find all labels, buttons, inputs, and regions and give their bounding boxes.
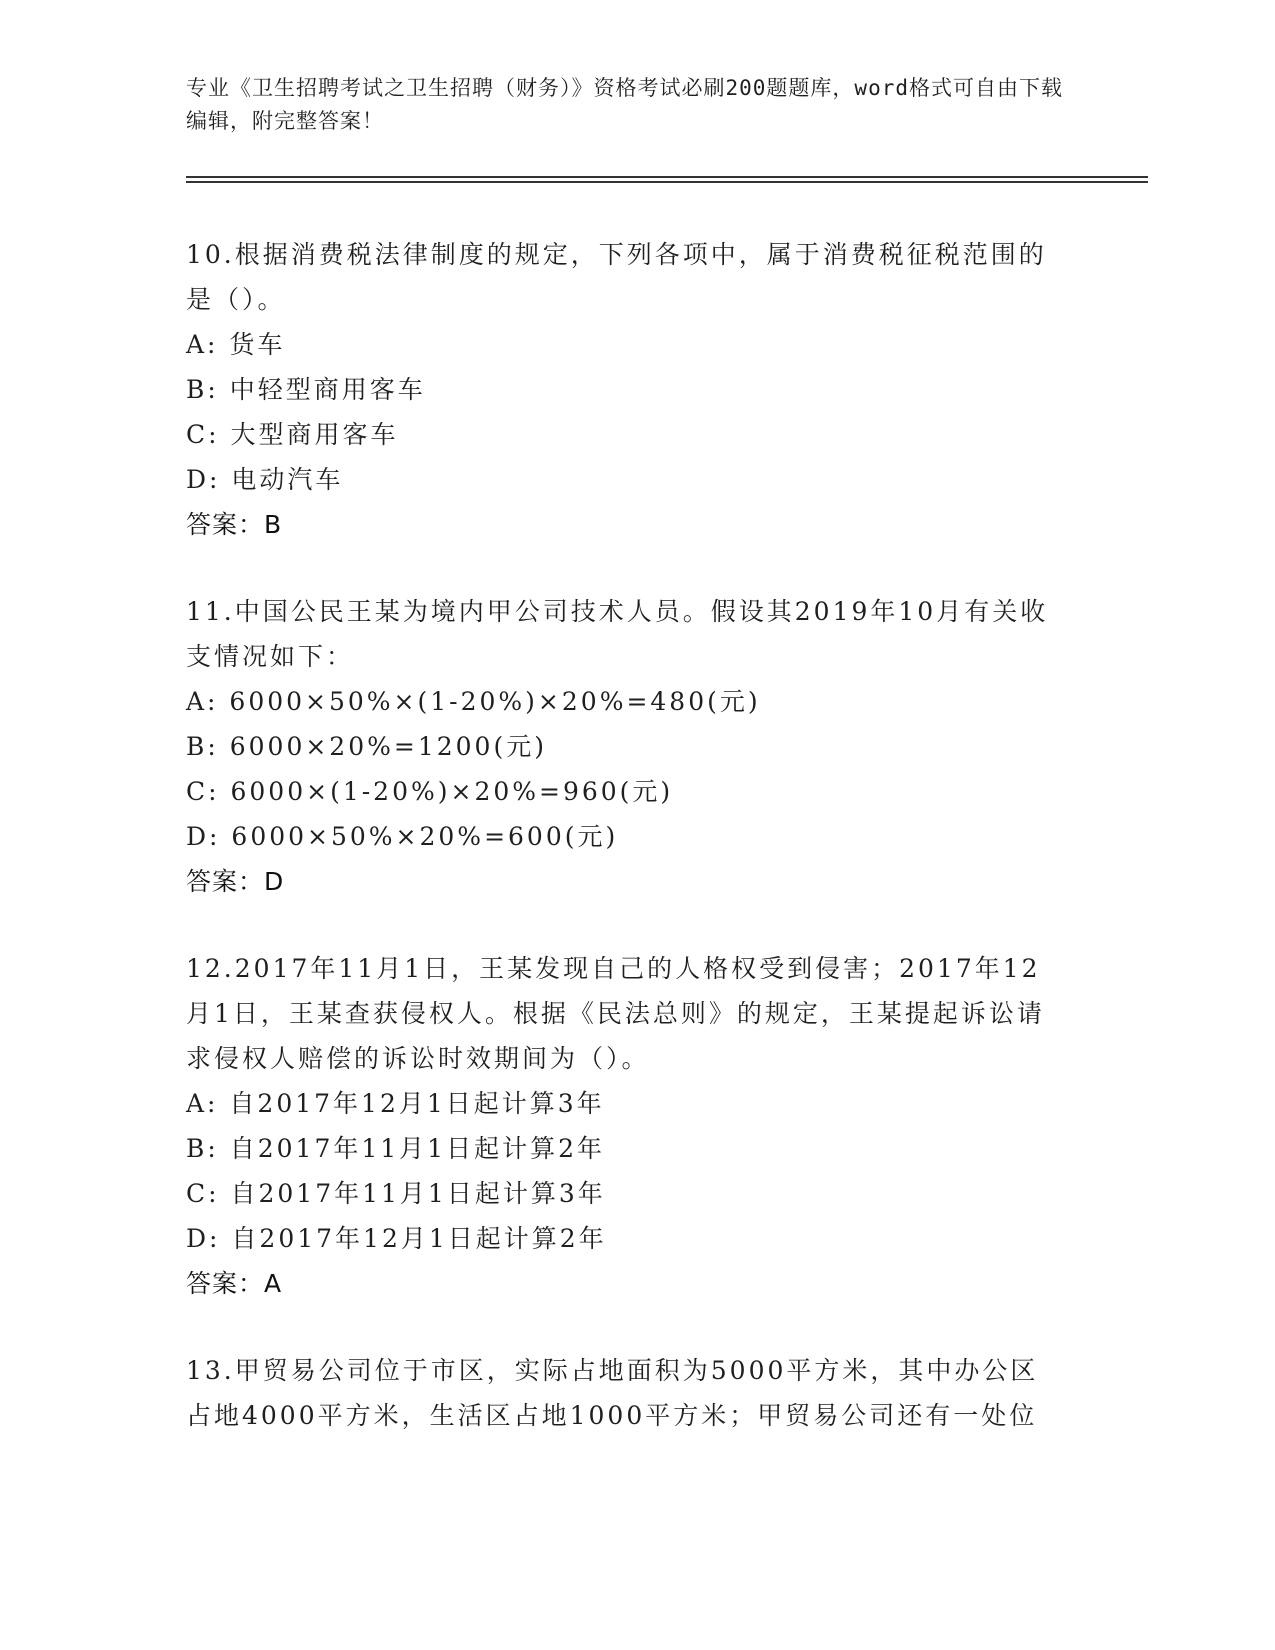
option-c: C: 大型商用客车 — [186, 420, 399, 449]
header-divider-top — [186, 176, 1148, 178]
option-c: C: 自2017年11月1日起计算3年 — [186, 1179, 606, 1208]
option-d: D: 自2017年12月1日起计算2年 — [186, 1224, 607, 1253]
option-d: D: 6000×50%×20%=600(元) — [186, 822, 619, 851]
option-b: B: 中轻型商用客车 — [186, 375, 426, 404]
question-13 — [186, 1348, 1066, 1438]
question-stem: 13.甲贸易公司位于市区，实际占地面积为5000平方米，其中办公区占地4000平方米，生活区占地1000平方米；甲贸易公司还有一处位 — [186, 1356, 1039, 1430]
option-b: B: 自2017年11月1日起计算2年 — [186, 1134, 605, 1163]
option-c: C: 6000×(1-20%)×20%=960(元) — [186, 777, 674, 806]
answer-line: 答案：B — [186, 510, 283, 539]
header-text: 专业《卫生招聘考试之卫生招聘（财务）》资格考试必刷200题题库，word格式可自由下载编辑，附完整答案！ — [186, 76, 1063, 133]
document-header — [186, 72, 1066, 138]
option-a: A: 自2017年12月1日起计算3年 — [186, 1089, 605, 1118]
question-stem: 11.中国公民王某为境内甲公司技术人员。假设其2019年10月有关收支情况如下： — [186, 597, 1049, 671]
question-stem: 12.2017年11月1日，王某发现自己的人格权受到侵害；2017年12月1日，王某查获侵权人。根据《民法总则》的规定，王某提起诉讼请求侵权人赔偿的诉讼时效期间为（）。 — [186, 954, 1045, 1073]
answer-line: 答案：A — [186, 1269, 283, 1298]
header-divider-bottom — [186, 181, 1148, 183]
question-12 — [186, 946, 1066, 1306]
question-10 — [186, 232, 1066, 547]
option-b: B: 6000×20%=1200(元) — [186, 732, 547, 761]
option-a: A: 6000×50%×(1-20%)×20%=480(元) — [186, 687, 761, 716]
option-d: D: 电动汽车 — [186, 465, 344, 494]
option-a: A: 货车 — [186, 330, 286, 359]
question-11 — [186, 589, 1066, 904]
question-stem: 10.根据消费税法律制度的规定，下列各项中，属于消费税征税范围的是（）。 — [186, 240, 1047, 314]
answer-line: 答案：D — [186, 867, 285, 896]
question-list — [186, 232, 1066, 1480]
